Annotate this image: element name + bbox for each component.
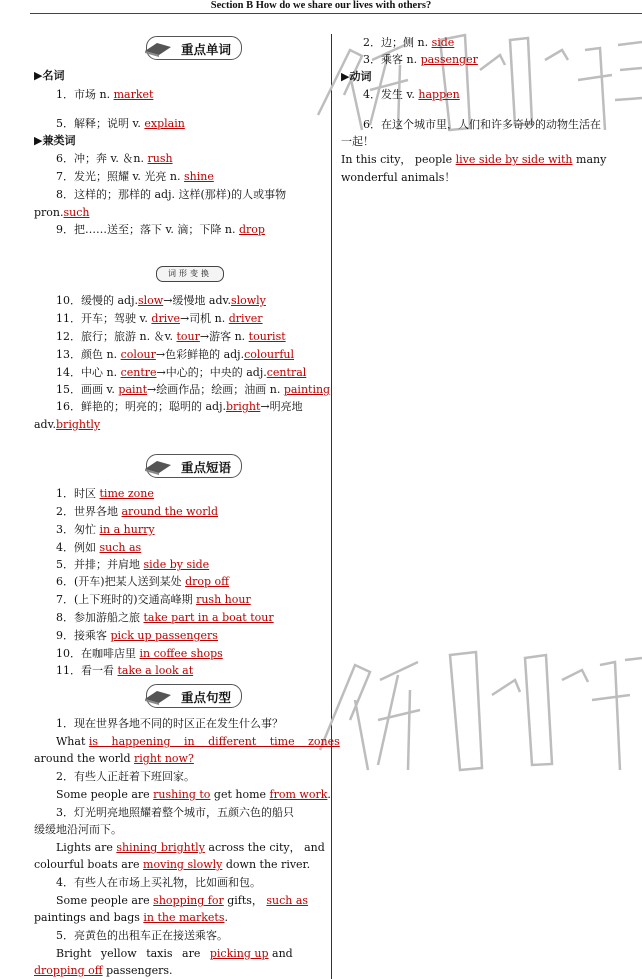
label-verbs: ▶动词 — [341, 70, 372, 83]
word-8-cont: pron.such — [34, 206, 90, 219]
sentence-1-cn: 1．现在世界各地不同的时区正在发生什么事？ — [56, 717, 283, 730]
sentence-3-en-cont: colourful boats are moving slowly down the river. — [34, 858, 311, 871]
phrase-2: 2．世界各地 around the world — [56, 505, 219, 518]
phrase-3: 3．匆忙 in a hurry — [56, 523, 155, 536]
column-divider — [331, 34, 332, 979]
form-11: 11．开车；驾驶 v. drive→司机 n. driver — [56, 312, 263, 325]
book-icon — [143, 687, 173, 705]
word-4: 4．发生 v. happen — [363, 88, 460, 101]
form-16-cont: adv.brightly — [34, 418, 101, 431]
phrase-5: 5．并排；并肩地 side by side — [56, 558, 210, 571]
section-title-sentences: 重点句型 — [181, 690, 232, 705]
word-9: 9．把……送至；落下 v. 滴；下降 n. drop — [56, 223, 265, 236]
sentence-4-cn: 4．有些人在市场上买礼物，比如画和包。 — [56, 876, 261, 889]
form-13: 13．颜色 n. colour→色彩鲜艳的 adj.colourful — [56, 348, 295, 361]
form-15: 15．画画 v. paint→绘画作品；绘画；油画 n. painting — [56, 383, 331, 396]
word-2: 2．边；侧 n. side — [363, 36, 455, 49]
sentence-5-cn: 5．亮黄色的出租车正在接送乘客。 — [56, 929, 228, 942]
phrase-10: 10．在咖啡店里 in coffee shops — [56, 647, 223, 660]
sentence-3-en: Lights are shining brightly across the city， and — [56, 841, 325, 854]
book-icon — [143, 457, 173, 475]
watermark-bottom — [300, 640, 642, 780]
phrase-4: 4．例如 such as — [56, 541, 142, 554]
sentence-3-cn: 3．灯光明亮地照耀着整个城市，五颜六色的船只 — [56, 806, 294, 819]
phrase-7: 7．(上下班时的)交通高峰期 rush hour — [56, 593, 251, 606]
book-icon — [143, 39, 173, 57]
section-badge-words — [146, 36, 242, 60]
sentence-6-en-cont: wonderful animals！ — [341, 171, 456, 184]
word-3: 3．乘客 n. passenger — [363, 53, 478, 66]
sentence-5-en: Bright yellow taxis are picking up and — [56, 947, 293, 960]
sentence-6-cn-cont: 一起！ — [341, 135, 374, 148]
section-badge-wordforms: 词形变换 — [156, 266, 224, 282]
phrase-9: 9．接乘客 pick up passengers — [56, 629, 218, 642]
word-5: 5．解释；说明 v. explain — [56, 117, 185, 130]
page-header: Section B How do we share our lives with others? — [210, 0, 432, 11]
phrase-8: 8．参加游船之旅 take part in a boat tour — [56, 611, 274, 624]
sentence-4-en: Some people are shopping for gifts， such as — [56, 894, 309, 907]
label-nouns: ▶名词 — [34, 69, 65, 82]
sentence-4-en-cont: paintings and bags in the markets. — [34, 911, 228, 924]
section-badge-phrases — [146, 454, 242, 478]
section-title-words: 重点单词 — [181, 42, 232, 57]
form-14: 14．中心 n. centre→中心的；中央的 adj.central — [56, 366, 307, 379]
sentence-2-en: Some people are rushing to get home from work. — [56, 788, 331, 801]
sentence-1-en-cont: around the world right now? — [34, 752, 194, 765]
label-multi: ▶兼类词 — [34, 134, 76, 147]
watermark-bottom-glyphs — [300, 640, 642, 780]
sentence-6-cn: 6．在这个城市里，人们和许多奇妙的动物生活在 — [363, 118, 601, 131]
section-badge-sentences — [146, 684, 242, 708]
sentence-5-en-cont: dropping off passengers. — [34, 964, 173, 977]
phrase-1: 1．时区 time zone — [56, 487, 154, 500]
phrase-11: 11．看一看 take a look at — [56, 664, 194, 677]
word-6: 6．冲；奔 v. ＆n. rush — [56, 152, 173, 165]
section-title-phrases: 重点短语 — [181, 460, 232, 475]
word-7: 7．发光；照耀 v. 光亮 n. shine — [56, 170, 214, 183]
word-8: 8．这样的；那样的 adj. 这样(那样)的人或事物 — [56, 188, 287, 201]
form-16: 16．鲜艳的；明亮的；聪明的 adj.bright→明亮地 — [56, 400, 303, 413]
sentence-3-cn-cont: 缓缓地沿河而下。 — [34, 823, 122, 836]
form-10: 10．缓慢的 adj.slow→缓慢地 adv.slowly — [56, 294, 266, 307]
sentence-6-en: In this city， people live side by side with many — [341, 153, 607, 166]
form-12: 12．旅行；旅游 n. ＆v. tour→游客 n. tourist — [56, 330, 286, 343]
sentence-2-cn: 2．有些人正赶着下班回家。 — [56, 770, 195, 783]
phrase-6: 6．(开车)把某人送到某处 drop off — [56, 575, 229, 588]
sentence-1-en: What is happening in different time zones — [56, 735, 340, 748]
header-rule — [30, 13, 642, 14]
word-1: 1．市场 n. market — [56, 88, 154, 101]
